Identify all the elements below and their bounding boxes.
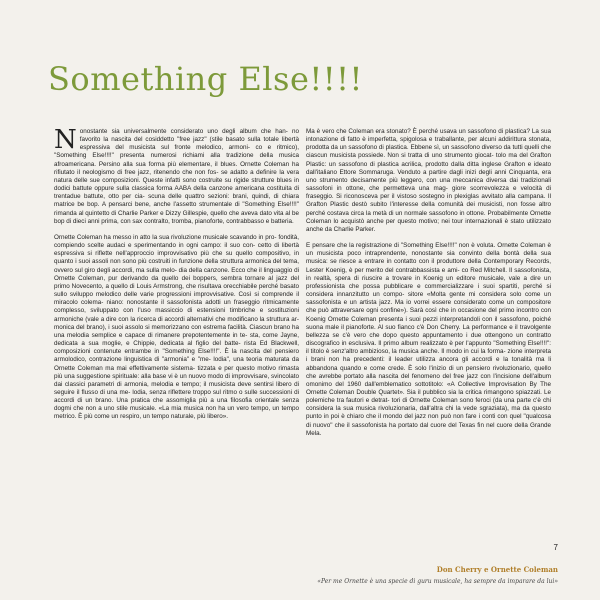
page-title: Something Else!!!!: [48, 60, 363, 98]
photo-caption-title: Don Cherry e Ornette Coleman: [436, 565, 558, 574]
drop-cap: N: [54, 125, 77, 155]
paragraph: Ornette Coleman ha messo in atto la sua rivoluzione musicale scavando in pro- fondità, compiendo scelte audaci e sperimentando in ogni campo: il suo con- cetto di libertà espressiva si riflette nell'approccio improvvisativo più che su quello compositivo, in quanto i suoi assoli non sono più costruiti in funzione della struttura armonica del tema, ovvero sul giro degli accordi, ma sulla melo- dia della canzone. Ecco che il linguaggio di Ornette Coleman, pur derivando da quello dei boppers, sembra tornare al jazz del primo Novecento, a quello di Louis Armstrong, che risultava orecchiabile perché basato sullo sviluppo melodico delle varie progressioni improvvisative. Così si comprende il miracolo colema- niano: nonostante il sassofonista adotti un fraseggio ritmicamente complesso, sviluppato con l'uso massiccio di estensioni timbriche e sostituzioni armoniche (vale a dire con la ricerca di accordi alternativi che modificano la struttura ar- monica del brano), i suoi assolo si memorizzano con estrema facilità. Ciascun brano ha una melodia semplice e capace di rimanere prepotentemente in te- sta, come Jayne, dedicata a sua moglie, e Chippie, dedicata al figlio del batte- rista Ed Blackwell, composizioni contenute entrambe in "Something Else!!!!". È la nascita del pensiero armolodico, contrazione linguistica di "armonia" e "me- lodia", una teoria maturata da Ornette Coleman ma mai effettivamente sistema- tizzata e per questo motivo rimasta più una suggestione spirituale: alla base vi è un nuovo modo di improvvisare, svincolato dai classici parametri di armonia, melodia e tempo; il musicista deve sentirsi libero di seguire il flusso di una me- lodia, senza riflettere troppo sul ritmo o sulle successioni di accordi di un brano. Una pratica che assomiglia più a una filosofia orientale senza dogmi che non a uno stile musicale. «La mia musica non ha un vero tempo, un tempo metrico. È più come un respiro, un tempo naturale, più libero».: [54, 234, 299, 421]
paragraph: Ma è vero che Coleman era stonato? È perché usava un sassofono di plastica? La sua intonazione di fatto è imperfetta, spigolosa e traballante, per alcuni addirittura stonata, prodotta da un sassofono di plastica. Ebbene sì, un sassofono diverso da tutti quelli che ciascun musicista possiede. Non si tratta di uno strumento giocat- tolo ma del Grafton Plastic: un sassofono di plastica acrilica, prodotto dalla ditta inglese Grafton e ideato dall'italiano Ettore Sommaruga. Venduto a partire dagli inizi degli anni Cinquanta, era uno strumento decisamente più leggero, con una meccanica diversa dai tradizionali sassofoni in ottone, che permetteva una mag- giore scorrevolezza e velocità di fraseggio. Si riconosceva per il vistoso sostegno in plexiglas avvitato alla campana. Il Grafton Plastic destò subito l'interesse della comunità dei musicisti, non fosse altro perché costava circa la metà di un normale sassofono in ottone. Probabilmente Ornette Coleman lo acquistò anche per questo motivo; nei tour internazionali è stato utilizzato anche da Charlie Parker.: [306, 128, 551, 233]
paragraph: [54, 125, 299, 226]
left-column: [54, 125, 299, 430]
photo-caption-quote: «Per me Ornette è una specie di guru musicale, ha sempre da imparare da lui»: [317, 578, 558, 585]
paragraph: E pensare che la registrazione di "Something Else!!!!" non è voluta. Ornette Coleman è un musicista poco intraprendente, nonostante sia convinto della bontà della sua musica: se riesce a entrare in contatto con il produttore della Contemporary Records, Lester Koenig, è per merito del contrabbassista e ami- co Red Mitchell. Il sassofonista, in realtà, spera di riuscire a trovare in Koenig un editore musicale, vale a dire un professionista che possa pubblicare e commercializzare i suoi spartiti, perché si considera innanzitutto un compo- sitore «Molta gente mi considera solo come un sassofonista e un artista jazz. Ma io vorrei essere considerato come un compositore che può attraversare ogni confine»). Sarà così che in occasione del primo incontro con Koenig Ornette Coleman presenta i suoi pezzi interpretandoli con il sassofono, poiché suona male il pianoforte. Al suo fianco c'è Don Cherry. La performance e il travolgente bellezza se c'è vero che dopo questo appuntamento i due ottengono un contratto discografico in esclusiva. Il primo album realizzato è per l'appunto "Something Else!!!!": il titolo è senz'altro ambizioso, la musica anche. Il modo in cui la forma- zione interpreta i brani non ha precedenti: il leader utilizza ancora gli accordi e la tonalità ma li abbandona quando e come crede. È solo l'inizio di un pensiero rivoluzionario, quello che avrebbe portato alla nascita del fenomeno del free jazz con l'incisione dell'album omonimo del 1960 dall'emblematico sottotitolo: «A Collective Improvisation By The Ornette Coleman Double Quartet». Sia il pubblico sia la critica rimangono spiazzati. Le polemiche tra fautori e detrat- tori di Ornette Coleman sono feroci (da una parte c'è chi considera la sua musica rivoluzionaria, dall'altra chi la vede sgraziata), ma da questo punto in poi è chiaro che il mondo del jazz non può non fare i conti con quel "qualcosa di nuovo" che il sassofonista ha portato dal cuore del Texas fin nel cuore della Grande Mela.: [306, 242, 551, 437]
paragraph-text: onostante sia universalmente considerato uno degli album che han- no favorito la nascita del cosiddetto "free jazz" (stile basato sulla totale libertà espressiva del musicista sul fronte melodico, armoni- co e ritmico), "Something Else!!!!" presenta numerosi richiami alla tradizione della musica afroamericana. Persino alla sua forma più elementare, il blues. Ornette Coleman ha rifiutato il neologismo di free jazz, ritenendo che non fos- se adatto a definire la vera natura delle sue composizioni. Queste infatti sono costruite su rigide strutture blues in dodici battute oppure sulla classica forma AABA della canzone americana costituita di trentadue battute, otto per cia- scuna delle quattro sezioni: brani, quindi, di chiara matrice be bop. A pensarci bene, anche l'assetto strumentale di "Something Else!!!!" rimanda al quintetto di Charlie Parker e Dizzy Gillespie, quello che aveva dato vita al be bop di dieci anni prima, con sax contralto, tromba, pianoforte, contrabbasso e batteria.: [54, 128, 299, 225]
right-column: [306, 128, 551, 446]
page-number: 7: [553, 543, 558, 552]
